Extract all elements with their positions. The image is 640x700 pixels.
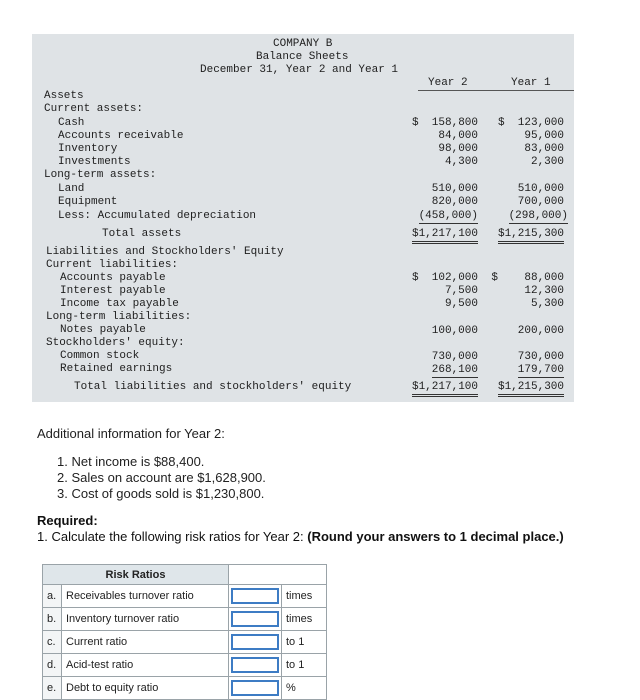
row-value-y1: $ 123,000 <box>497 117 564 129</box>
additional-info-list <box>57 454 266 502</box>
lt-liabilities-heading: Long-term liabilities: <box>46 311 192 323</box>
row-label: Land <box>58 183 85 195</box>
row-label: Investments <box>58 156 131 168</box>
row-value-y1: 95,000 <box>524 130 564 142</box>
row-value-y2: 4,300 <box>444 156 478 168</box>
col-year1: Year 1 <box>511 77 551 89</box>
total-assets-y2: $1,217,100 <box>412 228 478 244</box>
balance-sheet-panel <box>32 34 574 402</box>
row-unit: times <box>282 608 327 631</box>
col-year2: Year 2 <box>428 77 468 89</box>
acid-test-input[interactable] <box>229 654 282 677</box>
row-value-y2: 7,500 <box>444 285 478 297</box>
debt-to-equity-input[interactable] <box>229 677 282 700</box>
row-unit: to 1 <box>282 631 327 654</box>
receivables-turnover-input[interactable] <box>229 585 282 608</box>
table-row <box>43 608 327 631</box>
liabilities-heading: Liabilities and Stockholders' Equity <box>46 246 284 258</box>
row-value-y1: 179,700 <box>517 364 564 376</box>
row-value-y1: 730,000 <box>517 351 564 363</box>
risk-ratios-table <box>42 564 327 700</box>
answer-box[interactable] <box>231 611 279 627</box>
table-row <box>43 677 327 700</box>
statement-title: Balance Sheets <box>256 51 349 63</box>
row-label: Equipment <box>58 196 118 208</box>
current-liabilities-heading: Current liabilities: <box>46 259 179 271</box>
row-label: Inventory <box>58 143 118 155</box>
row-value-y1: 83,000 <box>524 143 564 155</box>
info-item: 3. Cost of goods sold is $1,230,800. <box>57 486 265 501</box>
row-value-y2: 730,000 <box>431 351 478 363</box>
row-label: Common stock <box>60 350 140 362</box>
total-assets-label: Total assets <box>102 228 182 240</box>
row-unit: to 1 <box>282 654 327 677</box>
row-value-y2: 268,100 <box>431 364 478 376</box>
row-value-y1: 2,300 <box>530 156 564 168</box>
risk-table-header: Risk Ratios <box>43 565 229 585</box>
answer-box[interactable] <box>231 680 279 696</box>
total-le-y1: $1,215,300 <box>498 381 564 397</box>
current-ratio-input[interactable] <box>229 631 282 654</box>
rounding-instruction: (Round your answers to 1 decimal place.) <box>307 529 564 544</box>
row-value-y2: 9,500 <box>444 298 478 310</box>
row-value-y1: 700,000 <box>517 196 564 208</box>
row-letter: c. <box>43 631 62 654</box>
row-unit: times <box>282 585 327 608</box>
row-value-y2: 510,000 <box>431 183 478 195</box>
row-label: Debt to equity ratio <box>62 677 229 700</box>
header-blank <box>229 565 327 585</box>
inventory-turnover-input[interactable] <box>229 608 282 631</box>
assets-heading: Assets <box>44 90 84 102</box>
company-name: COMPANY B <box>273 38 333 50</box>
row-letter: a. <box>43 585 62 608</box>
row-label: Receivables turnover ratio <box>62 585 229 608</box>
lt-assets-heading: Long-term assets: <box>44 169 157 181</box>
row-unit: % <box>282 677 327 700</box>
row-label: Current ratio <box>62 631 229 654</box>
table-row <box>43 631 327 654</box>
row-label: Accounts payable <box>60 272 166 284</box>
total-le-y2: $1,217,100 <box>412 381 478 397</box>
row-label: Retained earnings <box>60 363 173 375</box>
table-row <box>43 585 327 608</box>
row-value-y2: 100,000 <box>431 325 478 337</box>
row-label: Interest payable <box>60 285 166 297</box>
row-value-y2: (458,000) <box>418 210 478 222</box>
total-le-label: Total liabilities and stockholders' equity <box>74 381 352 393</box>
row-label: Notes payable <box>60 324 146 336</box>
info-item: 1. Net income is $88,400. <box>57 454 205 469</box>
row-letter: b. <box>43 608 62 631</box>
row-value-y1: 510,000 <box>517 183 564 195</box>
current-assets-heading: Current assets: <box>44 103 144 115</box>
row-value-y1: (298,000) <box>508 210 568 222</box>
required-text: 1. Calculate the following risk ratios for Year 2: <box>37 529 308 544</box>
equity-heading: Stockholders' equity: <box>46 337 185 349</box>
row-value-y2: 98,000 <box>438 143 478 155</box>
row-value-y2: 84,000 <box>438 130 478 142</box>
row-value-y1: 5,300 <box>530 298 564 310</box>
statement-date: December 31, Year 2 and Year 1 <box>200 64 399 76</box>
row-label: Cash <box>58 117 85 129</box>
additional-info-heading: Additional information for Year 2: <box>37 426 225 441</box>
row-letter: e. <box>43 677 62 700</box>
row-label: Inventory turnover ratio <box>62 608 229 631</box>
row-value-y2: 820,000 <box>431 196 478 208</box>
row-value-y2: $ 102,000 <box>411 272 478 284</box>
answer-box[interactable] <box>231 634 279 650</box>
answer-box[interactable] <box>231 657 279 673</box>
info-item: 2. Sales on account are $1,628,900. <box>57 470 266 485</box>
required-section <box>37 513 564 545</box>
row-label: Less: Accumulated depreciation <box>58 210 257 222</box>
row-value-y1: 200,000 <box>517 325 564 337</box>
row-value-y2: $ 158,800 <box>411 117 478 129</box>
row-label: Income tax payable <box>60 298 179 310</box>
answer-box[interactable] <box>231 588 279 604</box>
row-value-y1: $ 88,000 <box>491 272 564 284</box>
table-row <box>43 654 327 677</box>
row-value-y1: 12,300 <box>524 285 564 297</box>
row-label: Acid-test ratio <box>62 654 229 677</box>
required-label: Required: <box>37 513 98 528</box>
row-label: Accounts receivable <box>58 130 184 142</box>
row-letter: d. <box>43 654 62 677</box>
total-assets-y1: $1,215,300 <box>498 228 564 244</box>
